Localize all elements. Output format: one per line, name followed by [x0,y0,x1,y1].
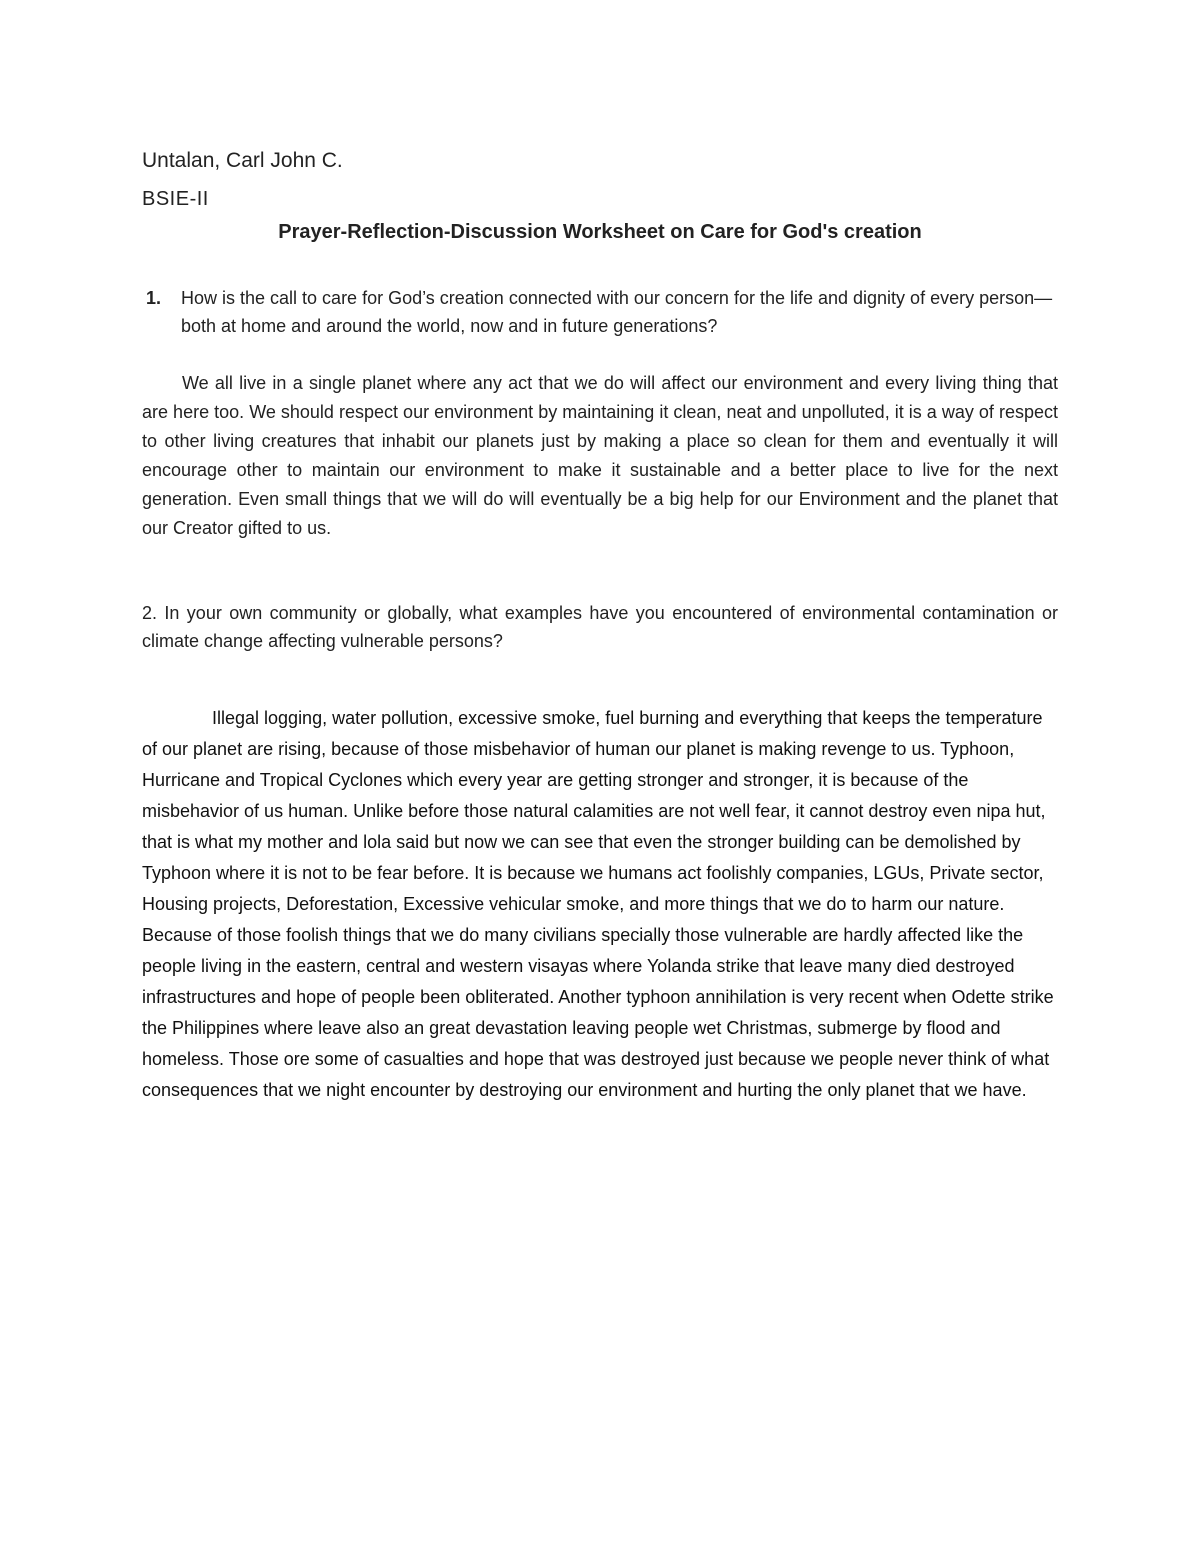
course-label: BSIE-II [142,188,209,210]
question-1-number: 1. [146,288,162,308]
worksheet-title: Prayer-Reflection-Discussion Worksheet on Care for God's creation [278,221,922,243]
question-1-text: How is the call to care for God’s creation connected with our concern for the life and dignity of every person—both at home and around the world, now and in future generations? [181,288,1053,336]
question-2-text: 2. In your own community or globally, what examples have you encountered of environmental contamination or climate change affecting vulnerable persons? [142,603,1058,651]
answer-1: We all live in a single planet where any act that we do will affect our environment and every living thing that are here too. We should respect our environment by maintaining it clean, neat and unpolluted, it is a way of respect to other living creatures that inhabit our planets just by making a place so clean for them and eventually it will encourage other to maintain our environment to make it sustainable and a better place to live for the next generation. Even small things that we will do will eventually be a big help for our Environment and the planet that our Creator gifted to us. [142,373,1058,538]
answer-2: Illegal logging, water pollution, excessive smoke, fuel burning and everything that keeps the temperature of our planet are rising, because of those misbehavior of human our planet is making revenge to us. Typhoon, Hurricane and Tropical Cyclones which every year are getting stronger and stronger, it is because of the misbehavior of us human. Unlike before those natural calamities are not well fear, it cannot destroy even nipa hut, that is what my mother and lola said but now we can see that even the stronger building can be demolished by Typhoon where it is not to be fear before. It is because we humans act foolishly companies, LGUs, Private sector, Housing projects, Deforestation, Excessive vehicular smoke, and more things that we do to harm our nature. Because of those foolish things that we do many civilians specially those vulnerable are hardly affected like the people living in the eastern, central and western visayas where Yolanda strike that leave many died destroyed infrastructures and hope of people been obliterated. Another typhoon annihilation is very recent when Odette strike the Philippines where leave also an great devastation leaving people wet Christmas, submerge by flood and homeless. Those ore some of casualties and hope that was destroyed just because we people never think of what consequences that we night encounter by destroying our environment and hurting the only planet that we have. [142,708,1054,1100]
author-name: Untalan, Carl John C. [142,149,343,172]
question-1 [146,284,1060,340]
